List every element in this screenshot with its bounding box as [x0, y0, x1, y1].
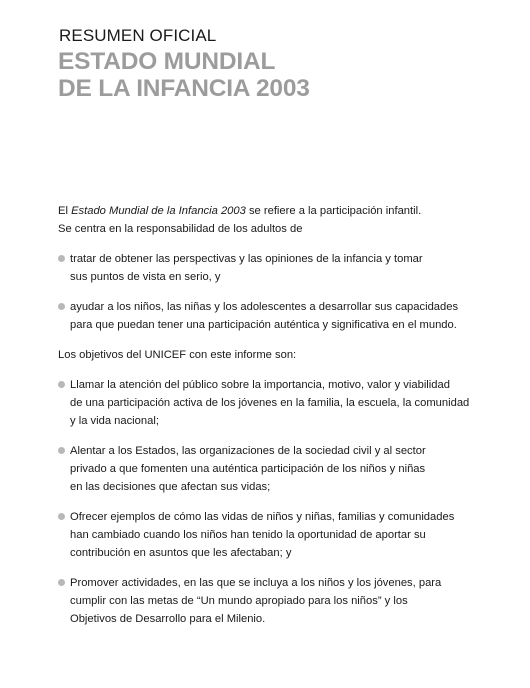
list-item — [58, 298, 478, 334]
list-item-line: sus puntos de vista en serio, y — [70, 271, 221, 283]
list-item-line: Ofrecer ejemplos de cómo las vidas de niños y niñas, familias y comunidades — [70, 511, 455, 523]
list-item-line: privado a que fomenten una auténtica participación de los niños y niñas — [70, 463, 426, 475]
list-item-line: Alentar a los Estados, las organizaciones de la sociedad civil y al sector — [70, 445, 426, 457]
bullet-icon — [58, 303, 65, 310]
document-title — [58, 48, 310, 102]
list-item-line: tratar de obtener las perspectivas y las opiniones de la infancia y tomar — [70, 253, 423, 265]
list-item-line: en las decisiones que afectan sus vidas; — [70, 481, 271, 493]
intro-suffix: se refiere a la participación infantil. — [245, 205, 422, 217]
bullet-icon — [58, 381, 65, 388]
list-item — [58, 508, 478, 562]
list-item-line: ayudar a los niños, las niñas y los adolescentes a desarrollar sus capacidades — [70, 301, 459, 313]
report-title: Estado Mundial de la Infancia 2003 — [71, 205, 246, 217]
bullet-icon — [58, 447, 65, 454]
responsibilities-list — [58, 250, 478, 334]
list-item-line: para que puedan tener una participación auténtica y significativa en el mundo. — [70, 319, 457, 331]
bullet-icon — [58, 255, 65, 262]
list-item-line: de una participación activa de los jóvenes en la familia, la escuela, la comunidad — [70, 397, 470, 409]
list-item-line: han cambiado cuando los niños han tenido la oportunidad de aportar su — [70, 529, 426, 541]
list-item — [58, 250, 478, 286]
document-body — [58, 202, 478, 640]
intro-line-1 — [58, 202, 478, 220]
list-item-line: contribución en asuntos que les afectaban; y — [70, 547, 292, 559]
objectives-heading: Los objetivos del UNICEF con este informe son: — [58, 349, 297, 361]
title-line-2: DE LA INFANCIA 2003 — [58, 75, 310, 102]
bullet-icon — [58, 513, 65, 520]
intro-line-2: Se centra en la responsabilidad de los adultos de — [58, 223, 303, 235]
list-item-line: Llamar la atención del público sobre la importancia, motivo, valor y viabilidad — [70, 379, 450, 391]
list-item — [58, 574, 478, 628]
document-kicker: RESUMEN OFICIAL — [59, 26, 217, 45]
intro-paragraph — [58, 202, 478, 238]
bullet-icon — [58, 579, 65, 586]
title-line-1: ESTADO MUNDIAL — [58, 48, 276, 75]
list-item — [58, 376, 478, 430]
intro-prefix: El — [58, 205, 72, 217]
list-item-line: y la vida nacional; — [70, 415, 159, 427]
list-item-line: Promover actividades, en las que se incluya a los niños y los jóvenes, para — [70, 577, 442, 589]
list-item-line: cumplir con las metas de “Un mundo apropiado para los niños” y los — [70, 595, 408, 607]
list-item-line: Objetivos de Desarrollo para el Milenio. — [70, 613, 266, 625]
list-item — [58, 442, 478, 496]
objectives-list — [58, 376, 478, 628]
